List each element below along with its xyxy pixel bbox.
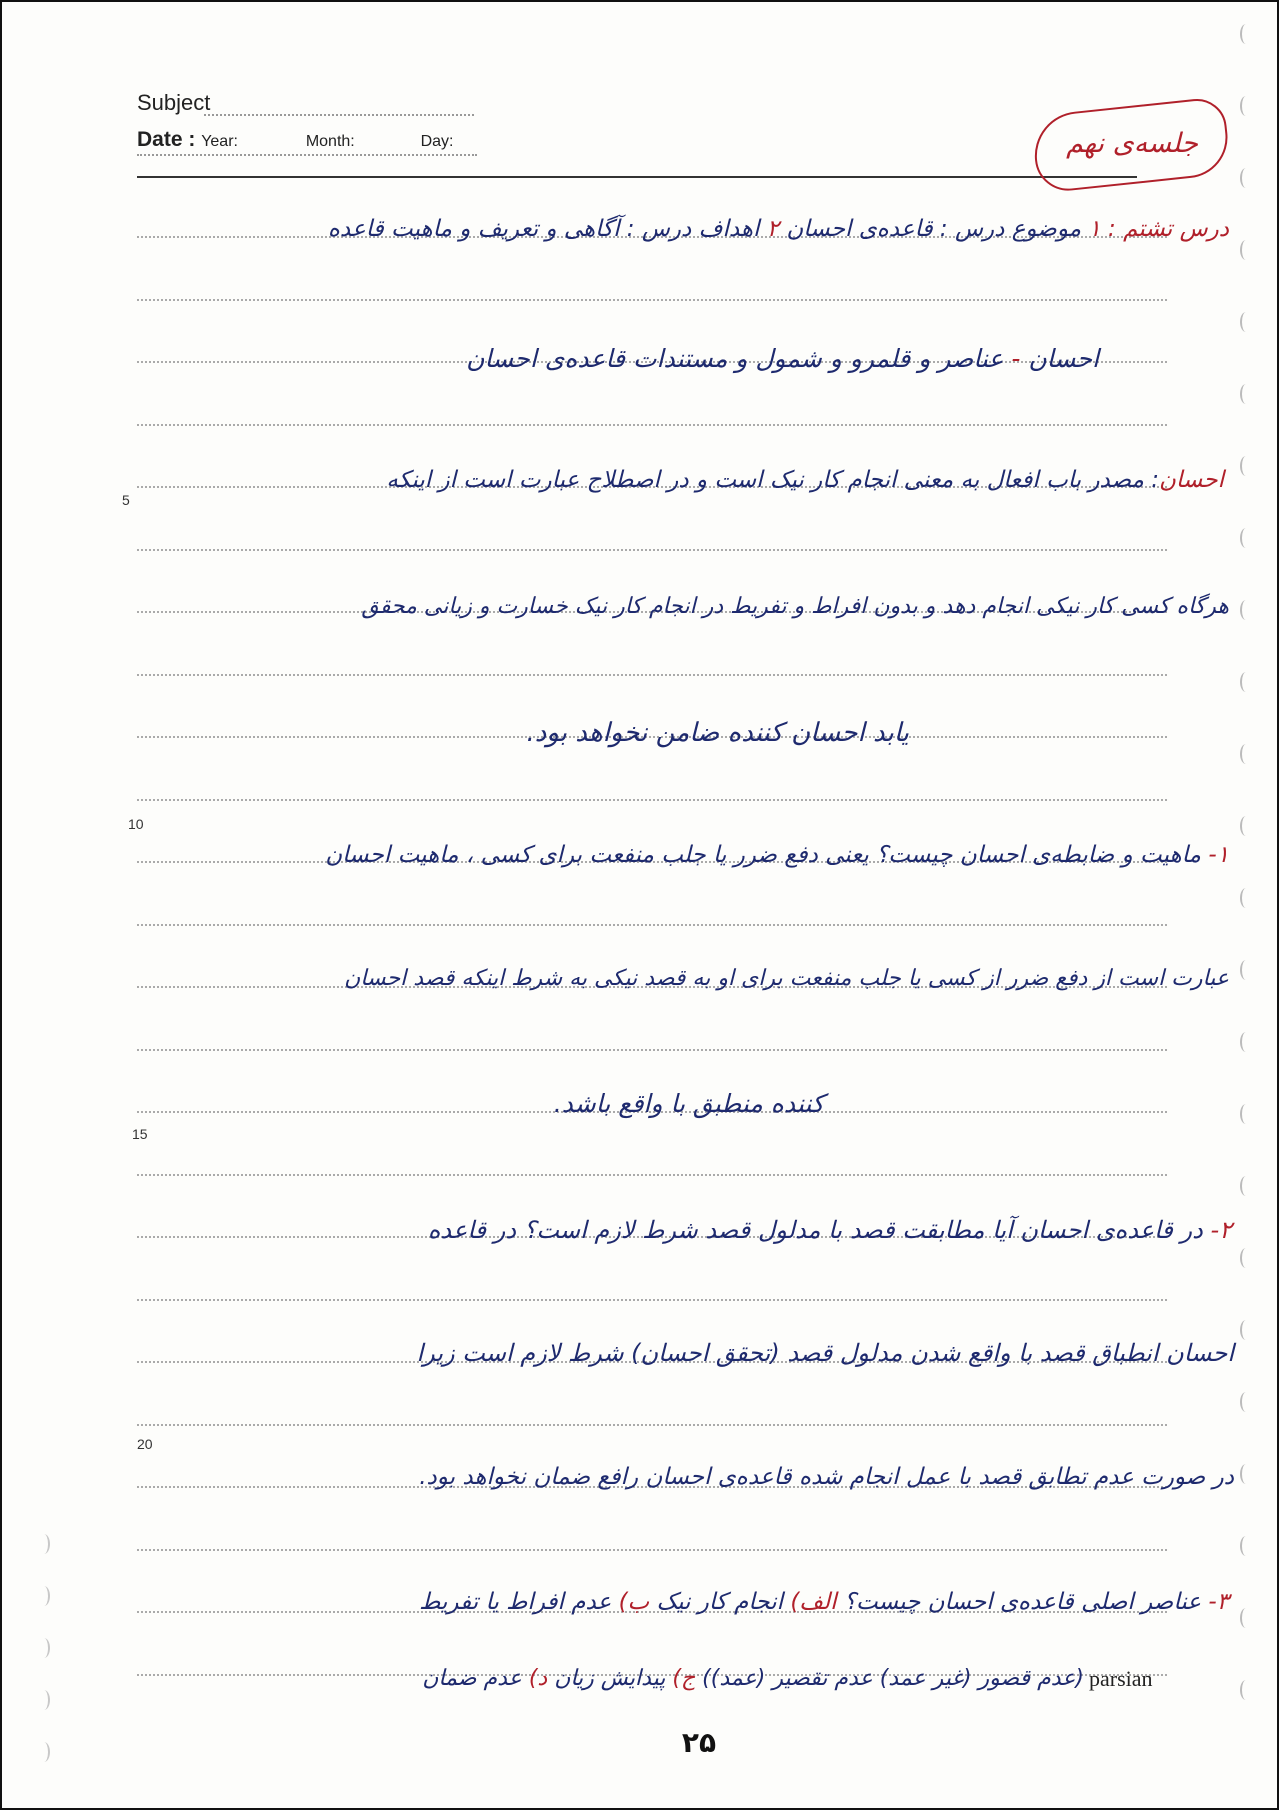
date-label: Date : [137, 128, 196, 151]
binding-ring [1240, 168, 1252, 188]
binding-ring [1240, 888, 1252, 908]
ruled-line [137, 549, 1167, 551]
binding-ring [1240, 1176, 1252, 1196]
text-segment: - [1003, 344, 1029, 373]
binding-ring-left [38, 1534, 50, 1554]
binding-ring [1240, 312, 1252, 332]
text-segment: عبارت است از دفع ضرر از کسی یا جلب منفعت برای او به قصد نیکی به شرط اینکه قصد احسان [344, 966, 1229, 991]
binding-ring [1240, 1608, 1252, 1628]
handwritten-line [325, 842, 1229, 868]
ruled-line [137, 674, 1167, 676]
text-segment: در صورت عدم تطابق قصد با عمل انجام شده قاعده‌ی احسان رافع ضمان نخواهد بود. [419, 1464, 1234, 1490]
month-label: Month: [305, 133, 355, 150]
text-segment: عدم ضمان [422, 1666, 529, 1691]
line-number-15: 15 [132, 1126, 148, 1142]
text-segment: احسان انطباق قصد با واقع شدن مدلول قصد (تحقق احسان) شرط لازم است زیرا [416, 1339, 1234, 1367]
text-segment: پیدایش زیان [547, 1666, 673, 1691]
ruled-line [137, 1174, 1167, 1176]
binding-ring [1240, 1248, 1252, 1268]
header-rule [137, 176, 1137, 178]
binding-ring [1240, 456, 1252, 476]
text-segment: درس تشتم : [1108, 216, 1229, 242]
binding-ring [1240, 1464, 1252, 1484]
line-number-5: 5 [122, 492, 130, 508]
text-segment: عناصر و قلمرو و شمول و مستندات قاعده‌ی احسان [466, 344, 1004, 373]
handwritten-line [328, 216, 1229, 242]
handwritten-line [422, 1666, 1084, 1691]
binding-ring-left [38, 1586, 50, 1606]
ruled-line [137, 1549, 1167, 1551]
handwritten-line [344, 966, 1229, 991]
text-segment: د) [528, 1666, 548, 1691]
brand-label: parsian [1089, 1666, 1153, 1691]
text-segment: عناصر اصلی قاعده‌ی احسان چیست؟ [836, 1589, 1202, 1615]
text-segment: عدم افراط یا تفریط [419, 1589, 619, 1615]
binding-ring [1240, 96, 1252, 116]
line-number-10: 10 [128, 816, 144, 832]
handwritten-line [527, 718, 909, 748]
text-segment: کننده منطبق با واقع باشد. [553, 1089, 824, 1118]
text-segment: ماهیت و ضابطه‌ی احسان چیست؟ یعنی دفع ضرر یا جلب منفعت برای کسی ، ماهیت احسان [325, 842, 1202, 868]
handwritten-line [419, 1589, 1229, 1615]
text-segment: احسان [1028, 344, 1099, 373]
text-segment: احسان [1158, 467, 1224, 493]
binding-ring-left [38, 1690, 50, 1710]
binding-ring [1240, 1392, 1252, 1412]
binding-ring [1240, 672, 1252, 692]
text-segment: (عدم قصور (غیر عمد) عدم تقصیر (عمد)) [695, 1666, 1084, 1691]
line-number-20: 20 [137, 1436, 153, 1452]
text-segment: موضوع درس : قاعده‌ی احسان [779, 216, 1082, 242]
text-segment: ب) [618, 1589, 650, 1615]
binding-ring [1240, 384, 1252, 404]
text-segment: هرگاه کسی کار نیکی انجام دهد و بدون افراط و تفریط در انجام کار نیک خسارت و زیانی محقق [361, 594, 1229, 619]
text-segment: ۲ [759, 216, 780, 242]
binding-ring-left [38, 1638, 50, 1658]
text-segment: ج) [672, 1666, 696, 1691]
date-row [137, 128, 454, 152]
subject-label: Subject [137, 90, 211, 115]
handwritten-line [554, 1089, 824, 1118]
text-segment: الف) [790, 1589, 837, 1615]
binding-ring [1240, 744, 1252, 764]
subject-dotted-line [204, 114, 474, 116]
date-dotted-line [137, 154, 477, 156]
binding-ring [1240, 1104, 1252, 1124]
ruled-line [137, 1424, 1167, 1426]
text-segment: ۱ [1081, 216, 1109, 242]
handwritten-line [361, 594, 1229, 619]
text-segment: انجام کار نیک [649, 1589, 791, 1615]
binding-ring [1240, 1320, 1252, 1340]
year-label: Year: [201, 133, 238, 150]
text-segment: ۳- [1201, 1589, 1229, 1615]
text-segment: ۱- [1201, 842, 1229, 868]
handwritten-line [386, 467, 1224, 493]
notebook-page [4, 4, 1274, 1804]
ruled-line [137, 299, 1167, 301]
ruled-line [137, 1299, 1167, 1301]
ruled-line [137, 799, 1167, 801]
ruled-line [137, 1049, 1167, 1051]
handwritten-line [466, 344, 1099, 373]
text-segment: : مصدر باب افعال به معنی انجام کار نیک است و در اصطلاح عبارت است از اینکه [386, 467, 1159, 493]
binding-ring [1240, 600, 1252, 620]
handwritten-line [416, 1339, 1234, 1367]
binding-ring [1240, 24, 1252, 44]
ruled-line [137, 424, 1167, 426]
binding-ring [1240, 960, 1252, 980]
handwritten-line [419, 1464, 1234, 1490]
binding-ring [1240, 1680, 1252, 1700]
text-segment: اهداف درس : آگاهی و تعریف و ماهیت قاعده [327, 216, 760, 242]
session-badge: جلسه‌ی نهم [1066, 128, 1198, 159]
text-segment: یابد احسان کننده ضامن نخواهد بود. [526, 718, 909, 748]
binding-ring [1240, 816, 1252, 836]
ruled-line [137, 924, 1167, 926]
day-label: Day: [420, 133, 454, 150]
binding-ring [1240, 1032, 1252, 1052]
binding-ring [1240, 528, 1252, 548]
page-number: ۲۵ [681, 1726, 717, 1759]
binding-ring [1240, 1536, 1252, 1556]
handwritten-line [428, 1216, 1232, 1244]
binding-ring [1240, 240, 1252, 260]
text-segment: ۲- [1202, 1216, 1232, 1244]
binding-ring-left [38, 1742, 50, 1762]
text-segment: در قاعده‌ی احسان آیا مطابقت قصد با مدلول قصد شرط لازم است؟ در قاعده [427, 1216, 1203, 1244]
